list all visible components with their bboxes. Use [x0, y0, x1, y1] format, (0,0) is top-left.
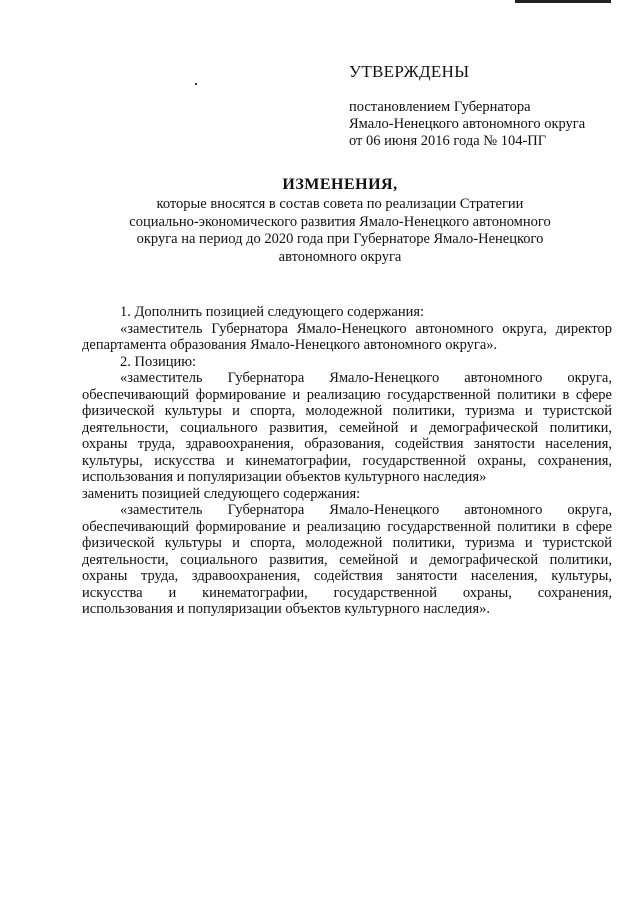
new-position-line: физической культуры и спорта, молодежной политики, туризма и туристской [82, 535, 612, 551]
approval-line: от 06 июня 2016 года № 104-ПГ [349, 133, 547, 149]
new-position-line: использования и популяризации объектов культурного наследия». [82, 601, 490, 617]
title-line: автономного округа [278, 248, 402, 265]
title-line: округа на период до 2020 года при Губернаторе Ямало-Ненецкого [136, 231, 544, 247]
new-position-line: деятельности, социального развития, семейной и демографической политики, [82, 551, 612, 568]
old-position-line: обеспечивающий формирование и реализацию государственной политики в сфере [82, 386, 612, 403]
old-position-line: охраны труда, здравоохранения, образования, содействия занятости населения, [82, 436, 612, 452]
document-body [82, 304, 612, 618]
document-heading: ИЗМЕНЕНИЯ, [282, 176, 398, 193]
new-position-line: искусства и кинематографии, государственной охраны, сохранения, [82, 584, 612, 601]
item-1-quote-line: «заместитель Губернатора Ямало-Ненецкого автономного округа, директор [120, 320, 612, 337]
approval-line: постановлением Губернатора [349, 99, 531, 115]
title-line: которые вносятся в состав совета по реализации Стратегии [156, 196, 524, 212]
item-1-quote-line: департамента образования Ямало-Ненецкого автономного округа». [82, 337, 498, 353]
new-position-line: обеспечивающий формирование и реализацию государственной политики в сфере [82, 518, 612, 535]
approval-line: Ямало-Ненецкого автономного округа [349, 116, 586, 132]
approval-stamp [349, 62, 585, 150]
old-position-line: «заместитель Губернатора Ямало-Ненецкого автономного округа, [120, 370, 612, 386]
scan-edge-mark [515, 0, 611, 3]
item-2-heading: 2. Позицию: [120, 353, 197, 370]
title-line: социально-экономического развития Ямало-Ненецкого автономного [129, 213, 551, 230]
old-position-line: физической культуры и спорта, молодежной политики, туризма и туристской [82, 403, 612, 419]
document-title [110, 176, 570, 266]
old-position-line: культуры, искусства и кинематографии, государственной охраны, сохранения, [82, 452, 612, 469]
new-position-line: «заместитель Губернатора Ямало-Ненецкого автономного округа, [120, 502, 612, 518]
old-position-line: использования и популяризации объектов культурного наследия» [82, 469, 487, 485]
scan-dot-mark [195, 83, 197, 85]
old-position-line: деятельности, социального развития, семейной и демографической политики, [82, 419, 612, 436]
new-position-line: охраны труда, здравоохранения, содействия занятости населения, культуры, [82, 568, 612, 584]
item-1-heading: 1. Дополнить позицией следующего содержания: [120, 304, 425, 320]
approval-status: УТВЕРЖДЕНЫ [349, 62, 470, 81]
replace-phrase: заменить позицией следующего содержания: [82, 485, 361, 502]
